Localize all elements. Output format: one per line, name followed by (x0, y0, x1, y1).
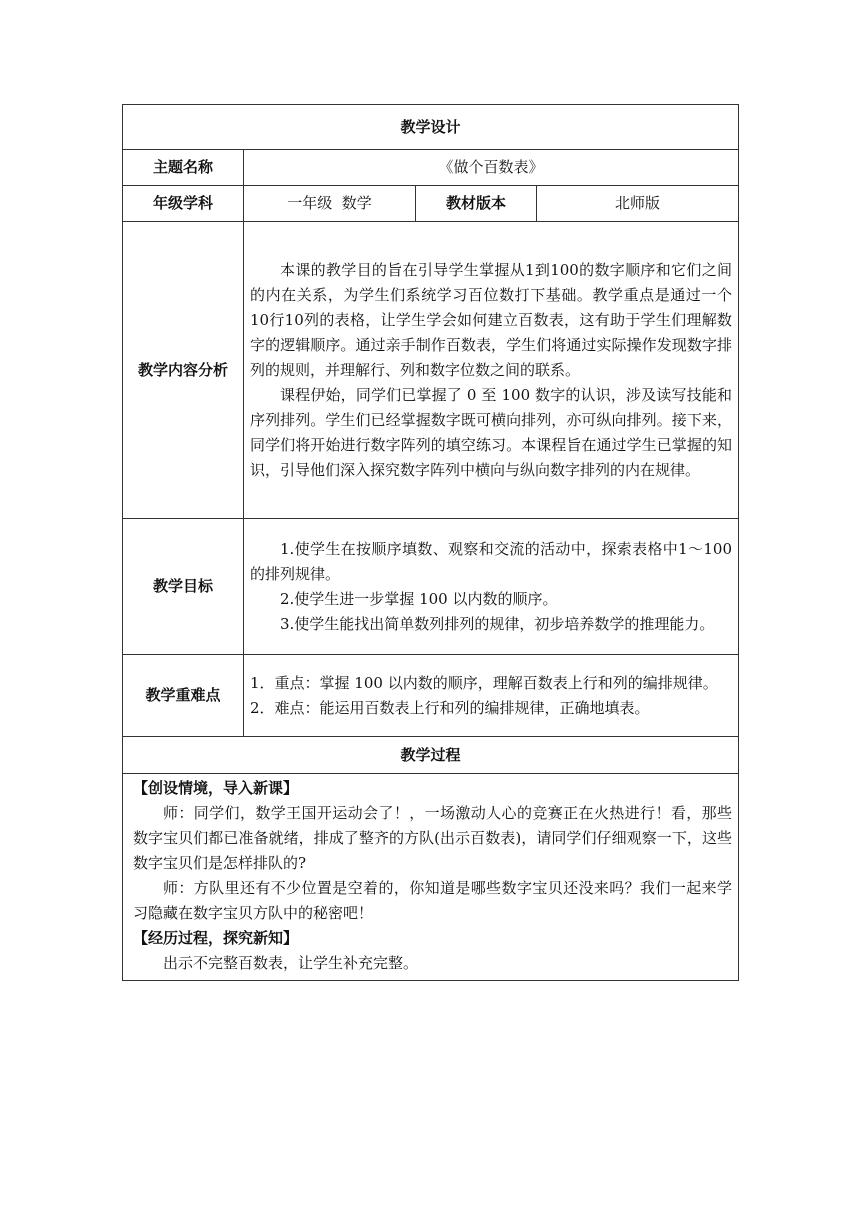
process-heading: 教学过程 (123, 737, 739, 774)
process-section-2-paragraph-1: 出示不完整百数表，让学生补充完整。 (163, 954, 419, 972)
keypoints-label: 教学重难点 (123, 655, 244, 737)
edition-value: 北师版 (537, 186, 739, 222)
analysis-label: 教学内容分析 (123, 222, 244, 519)
keypoint-item-2: 2．难点：能运用百数表上行和列的编排规律，正确地填表。 (250, 698, 650, 717)
analysis-paragraph-2: 课程伊始，同学们已掌握了 0 至 100 数字的认识，涉及读写技能和序列排列。学生们已经掌握数字既可横向排列，亦可纵向排列。接下来，同学们将开始进行数字阵列的填空练习。本课程旨在通过学生已掌握的知识，引导他们深入探究数字阵列中横向与纵向数字排列的内在规律。 (250, 385, 733, 479)
grade-label: 年级学科 (123, 186, 244, 222)
topic-value: 《做个百数表》 (244, 150, 739, 186)
document-title: 教学设计 (123, 105, 739, 150)
keypoints-content (244, 655, 739, 737)
process-section-1-paragraph-1: 师：同学们，数学王国开运动会了！，一场激动人心的竞赛正在火热进行！看，那些数字宝贝们都已准备就绪，排成了整齐的方队(出示百数表)，请同学们仔细观察一下，这些数字宝贝们是怎样排队的? (133, 804, 733, 872)
lesson-plan-table (122, 104, 739, 981)
goals-label: 教学目标 (123, 519, 244, 655)
keypoint-item-1: 1．重点：掌握 100 以内数的顺序，理解百数表上行和列的编排规律。 (250, 673, 718, 692)
goals-content (244, 519, 739, 655)
analysis-content (244, 222, 739, 519)
edition-label: 教材版本 (416, 186, 537, 222)
goal-item-1: 1.使学生在按顺序填数、观察和交流的活动中，探索表格中1～100 的排列规律。 (250, 539, 733, 583)
analysis-paragraph-1: 本课的教学目的旨在引导学生掌握从1到100的数字顺序和它们之间的内在关系，为学生们系统学习百位数打下基础。教学重点是通过一个10行10列的表格，让学生学会如何建立百数表，这有助于学生们理解数字的逻辑顺序。通过亲手制作百数表，学生们将通过实际操作发现数字排列的规则，并理解行、列和数字位数之间的联系。 (250, 260, 733, 379)
process-section-1-paragraph-2: 师：方队里还有不少位置是空着的，你知道是哪些数字宝贝还没来吗？我们一起来学习隐藏在数字宝贝方队中的秘密吧！ (133, 879, 733, 922)
process-section-1-title: 【创设情境，导入新课】 (133, 779, 299, 797)
topic-label: 主题名称 (123, 150, 244, 186)
process-section-2-title: 【经历过程，探究新知】 (133, 929, 299, 947)
goal-item-3: 3.使学生能找出简单数列排列的规律，初步培养数学的推理能力。 (280, 614, 715, 633)
grade-value: 一年级 数学 (244, 186, 416, 222)
goal-item-2: 2.使学生进一步掌握 100 以内数的顺序。 (280, 589, 558, 608)
process-content (123, 774, 739, 981)
